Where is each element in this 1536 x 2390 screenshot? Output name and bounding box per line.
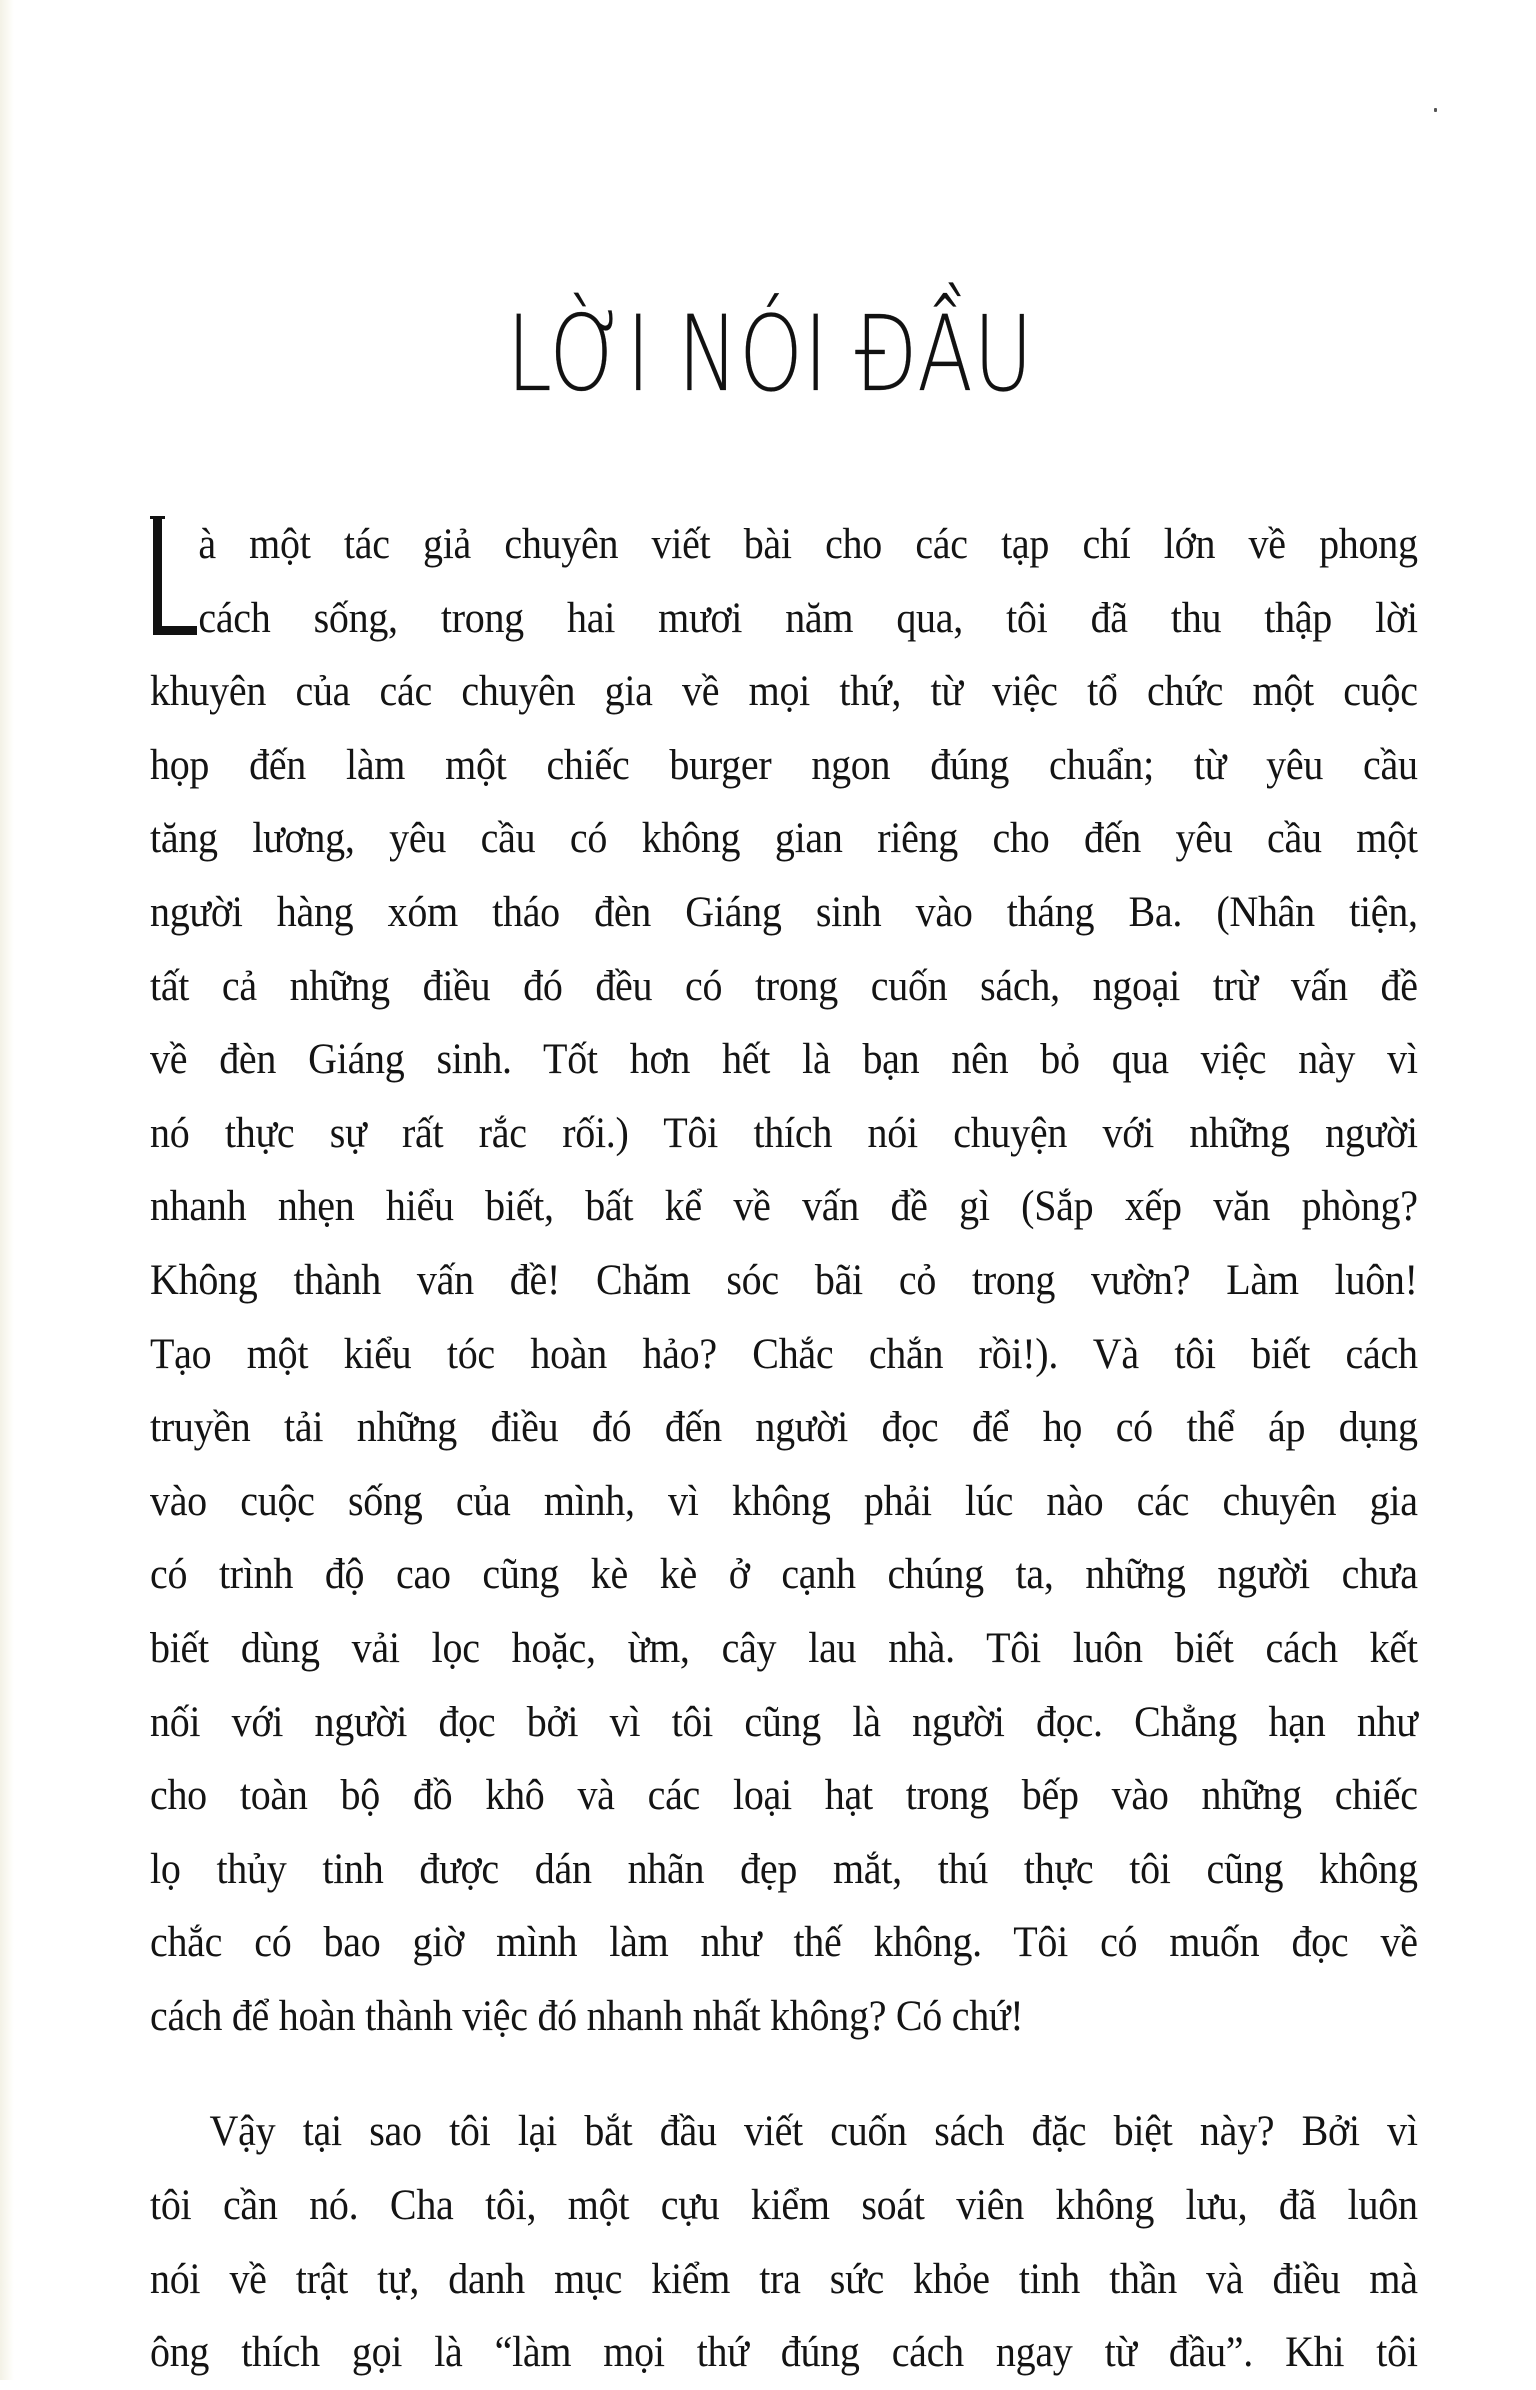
paragraph-1 [150,508,1418,2053]
text-line: lọ thủy tinh được dán nhãn đẹp mắt, thú thực tôi cũng không [150,1845,1418,1893]
text-line: à một tác giả chuyên viết bài cho các tạp chí lớn về phong [198,521,1418,568]
text-line: truyền tải những điều đó đến người đọc để họ có thể áp dụng [150,1404,1418,1452]
text-line: người hàng xóm tháo đèn Giáng sinh vào tháng Ba. (Nhân tiện, [150,888,1418,936]
text-line: có trình độ cao cũng kè kè ở cạnh chúng ta, những người chưa [150,1551,1418,1599]
text-line: họp đến làm một chiếc burger ngon đúng chuẩn; từ yêu cầu [150,741,1418,789]
scan-speck [1434,108,1437,112]
body-text [150,508,1418,2390]
page-edge [0,0,14,2380]
text-line: cho toàn bộ đồ khô và các loại hạt trong bếp vào những chiếc [150,1772,1418,1820]
text-line: tăng lương, yêu cầu có không gian riêng cho đến yêu cầu một [150,815,1418,863]
text-line: khuyên của các chuyên gia về mọi thứ, từ việc tổ chức một cuộc [150,668,1418,716]
text-line: nối với người đọc bởi vì tôi cũng là người đọc. Chẳng hạn như [150,1698,1418,1746]
text-line: ông thích gọi là “làm mọi thứ đúng cách ngay từ đầu”. Khi tôi [150,2329,1418,2377]
text-line: biết dùng vải lọc hoặc, ừm, cây lau nhà. Tôi luôn biết cách kết [150,1624,1418,1672]
text-line: cách để hoàn thành việc đó nhanh nhất không? Có chứ! [150,1992,1024,2040]
text-line: về đèn Giáng sinh. Tốt hơn hết là bạn nên bỏ qua việc này vì [150,1036,1418,1084]
text-line: Tạo một kiểu tóc hoàn hảo? Chắc chắn rồi!). Và tôi biết cách [150,1330,1418,1378]
text-line: nhanh nhẹn hiểu biết, bất kể về vấn đề gì (Sắp xếp văn phòng? [150,1183,1418,1231]
text-line: nói về trật tự, danh mục kiểm tra sức khỏe tinh thần và điều mà [150,2255,1418,2303]
text-line: Không thành vấn đề! Chăm sóc bãi cỏ trong vườn? Làm luôn! [150,1256,1418,1304]
text-line: Vậy tại sao tôi lại bắt đầu viết cuốn sách đặc biệt này? Bởi vì [209,2108,1418,2156]
chapter-title: LỜI NÓI ĐẦU [506,292,1034,415]
paragraph-gap [150,2053,1418,2095]
text-line: vào cuộc sống của mình, vì không phải lúc nào các chuyên gia [150,1477,1418,1525]
paragraph-2 [150,2095,1418,2389]
text-line: tất cả những điều đó đều có trong cuốn sách, ngoại trừ vấn đề [150,962,1418,1010]
text-line: chắc có bao giờ mình làm như thế không. Tôi có muốn đọc về [150,1919,1418,1967]
text-line: nó thực sự rất rắc rối.) Tôi thích nói chuyện với những người [150,1109,1418,1157]
text-line: tôi cần nó. Cha tôi, một cựu kiểm soát viên không lưu, đã luôn [150,2182,1418,2230]
text-line: cách sống, trong hai mươi năm qua, tôi đã thu thập lời [198,594,1418,642]
